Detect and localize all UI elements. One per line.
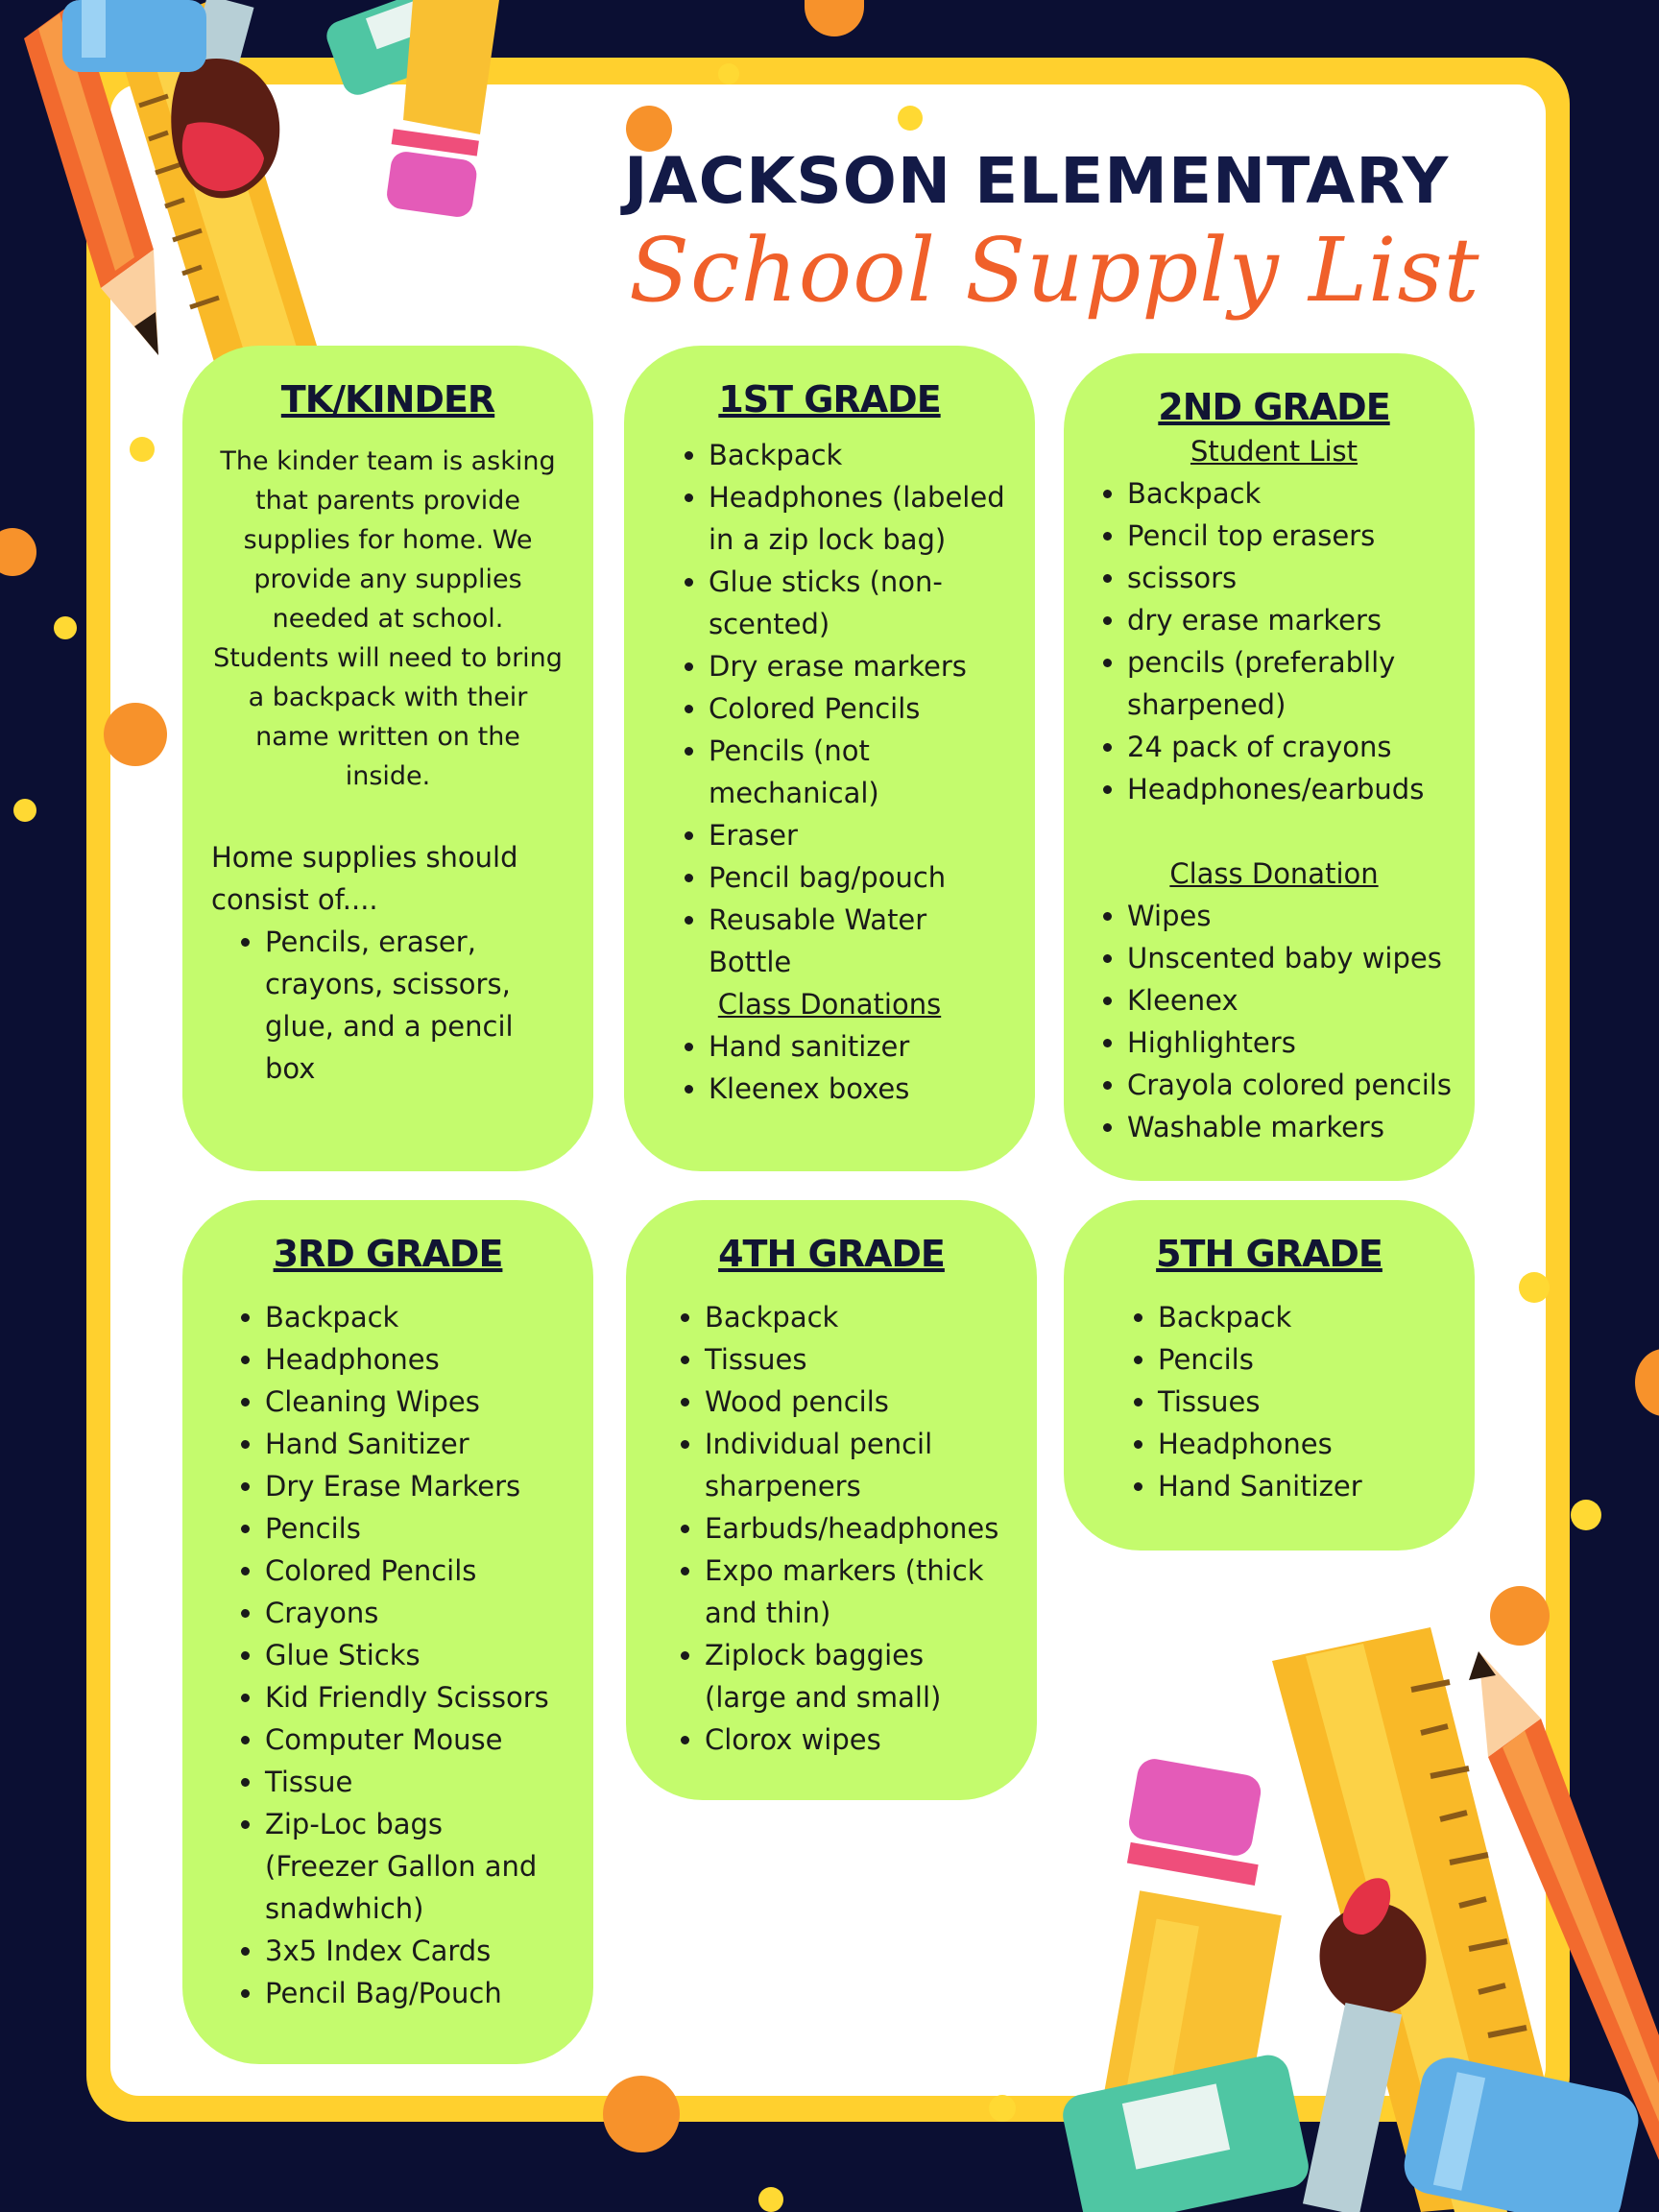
- list-item: • Headphones (labeled in a zip lock bag): [709, 476, 1006, 561]
- list-item: • Kleenex: [1127, 979, 1467, 1022]
- confetti-dot: [104, 703, 167, 766]
- confetti-dot: [718, 63, 739, 84]
- list-item: • Pencil bag/pouch: [709, 856, 1006, 899]
- card-heading: TK/KINDER: [280, 378, 495, 421]
- list-item: • Hand Sanitizer: [265, 1423, 565, 1465]
- confetti-dot: [758, 2187, 783, 2212]
- list-item: • Wood pencils: [705, 1381, 1008, 1423]
- card-heading: 3RD GRADE: [273, 1233, 503, 1275]
- list-item: • pencils (preferablly sharpened): [1127, 641, 1467, 726]
- card-tk-kinder: [182, 346, 593, 1171]
- home-supplies-note: Home supplies should consist of....: [211, 841, 518, 916]
- list-item: • Crayola colored pencils: [1127, 1064, 1467, 1106]
- list-item: • Cleaning Wipes: [265, 1381, 565, 1423]
- list-item: • Tissues: [705, 1338, 1008, 1381]
- list-item: • Headphones: [1158, 1423, 1446, 1465]
- confetti-dot: [1571, 1500, 1601, 1530]
- list-item: • Tissues: [1158, 1381, 1446, 1423]
- confetti-dot: [1519, 1272, 1550, 1303]
- list-item: • Computer Mouse: [265, 1719, 565, 1761]
- class-donations-heading: Class Donations: [717, 988, 942, 1021]
- card-heading: 2ND GRADE: [1158, 386, 1390, 428]
- list-item: • Ziplock baggies (large and small): [705, 1634, 1008, 1719]
- school-name: JACKSON ELEMENTARY: [624, 144, 1450, 218]
- list-item: • 24 pack of crayons: [1127, 726, 1467, 768]
- list-item: • Unscented baby wipes: [1127, 937, 1467, 979]
- list-item: • Headphones/earbuds: [1127, 768, 1467, 810]
- eraser-illustration: [1399, 2053, 1644, 2212]
- list-item: • Backpack: [265, 1296, 565, 1338]
- confetti-dot: [805, 0, 864, 36]
- list-item: • Dry erase markers: [709, 645, 1006, 687]
- class-donation-heading: Class Donation: [1169, 857, 1379, 890]
- confetti-dot: [603, 2076, 680, 2152]
- confetti-dot: [0, 528, 36, 576]
- list-item: • 3x5 Index Cards: [265, 1930, 565, 1972]
- list-item: • Glue Sticks: [265, 1634, 565, 1676]
- list-item: • Kleenex boxes: [709, 1068, 1006, 1110]
- list-item: • Wipes: [1127, 895, 1467, 937]
- list-item: • Pencil top erasers: [1127, 515, 1467, 557]
- list-item: • Colored Pencils: [709, 687, 1006, 730]
- confetti-dot: [989, 2095, 1016, 2122]
- confetti-dot: [130, 437, 155, 462]
- confetti-dot: [54, 616, 77, 639]
- eraser-illustration: [62, 0, 206, 72]
- card-heading: 5TH GRADE: [1156, 1233, 1382, 1275]
- list-item: • Pencils: [265, 1507, 565, 1550]
- list-item: • Kid Friendly Scissors: [265, 1676, 565, 1719]
- list-item: • Pencils: [1158, 1338, 1446, 1381]
- list-item: • Backpack: [1158, 1296, 1446, 1338]
- card-4th-grade: [626, 1200, 1037, 1800]
- list-item: • Glue sticks (non-scented): [709, 561, 1006, 645]
- list-item: • Dry Erase Markers: [265, 1465, 565, 1507]
- list-item: • Highlighters: [1127, 1022, 1467, 1064]
- list-item: • Hand sanitizer: [709, 1025, 1006, 1068]
- card-2nd-grade: [1064, 353, 1475, 1181]
- list-item: • Zip-Loc bags (Freezer Gallon and snadwhich): [265, 1803, 565, 1930]
- list-item: • Tissue: [265, 1761, 565, 1803]
- supplies-illustration-top-left: [0, 0, 538, 403]
- sharpener-illustration: [1059, 2052, 1312, 2212]
- list-item: • Reusable Water Bottle: [709, 899, 1006, 983]
- card-1st-grade: [624, 346, 1035, 1171]
- list-item: • Individual pencil sharpeners: [705, 1423, 1008, 1507]
- card-heading: 1ST GRADE: [718, 378, 941, 421]
- list-item: • Washable markers: [1127, 1106, 1467, 1148]
- supplies-illustration-bottom-right: [1018, 1623, 1659, 2212]
- list-item: • dry erase markers: [1127, 599, 1467, 641]
- list-item: • Backpack: [709, 434, 1006, 476]
- card-5th-grade: [1064, 1200, 1475, 1551]
- list-item: • Backpack: [1127, 472, 1467, 515]
- list-item: • Colored Pencils: [265, 1550, 565, 1592]
- confetti-dot: [13, 799, 36, 822]
- list-item: • Crayons: [265, 1592, 565, 1634]
- confetti-dot: [898, 106, 923, 131]
- kinder-intro: The kinder team is asking that parents provide supplies for home. We provide any supplies needed at school. Students will need to bring a backpack with their name written on the inside.: [213, 446, 563, 791]
- list-item: • Expo markers (thick and thin): [705, 1550, 1008, 1634]
- card-heading: 4TH GRADE: [718, 1233, 945, 1275]
- list-item: • Pencils (not mechanical): [709, 730, 1006, 814]
- list-item: • Clorox wipes: [705, 1719, 1008, 1761]
- list-item: • Earbuds/headphones: [705, 1507, 1008, 1550]
- page-title: School Supply List: [629, 219, 1480, 322]
- list-item: • scissors: [1127, 557, 1467, 599]
- list-item: • Pencil Bag/Pouch: [265, 1972, 565, 2014]
- list-item: • Pencils, eraser, crayons, scissors, glue, and a pencil box: [265, 921, 565, 1090]
- card-3rd-grade: [182, 1200, 593, 2064]
- confetti-dot: [1635, 1349, 1659, 1416]
- student-list-heading: Student List: [1190, 435, 1358, 468]
- list-item: • Eraser: [709, 814, 1006, 856]
- list-item: • Hand Sanitizer: [1158, 1465, 1446, 1507]
- list-item: • Backpack: [705, 1296, 1008, 1338]
- list-item: • Headphones: [265, 1338, 565, 1381]
